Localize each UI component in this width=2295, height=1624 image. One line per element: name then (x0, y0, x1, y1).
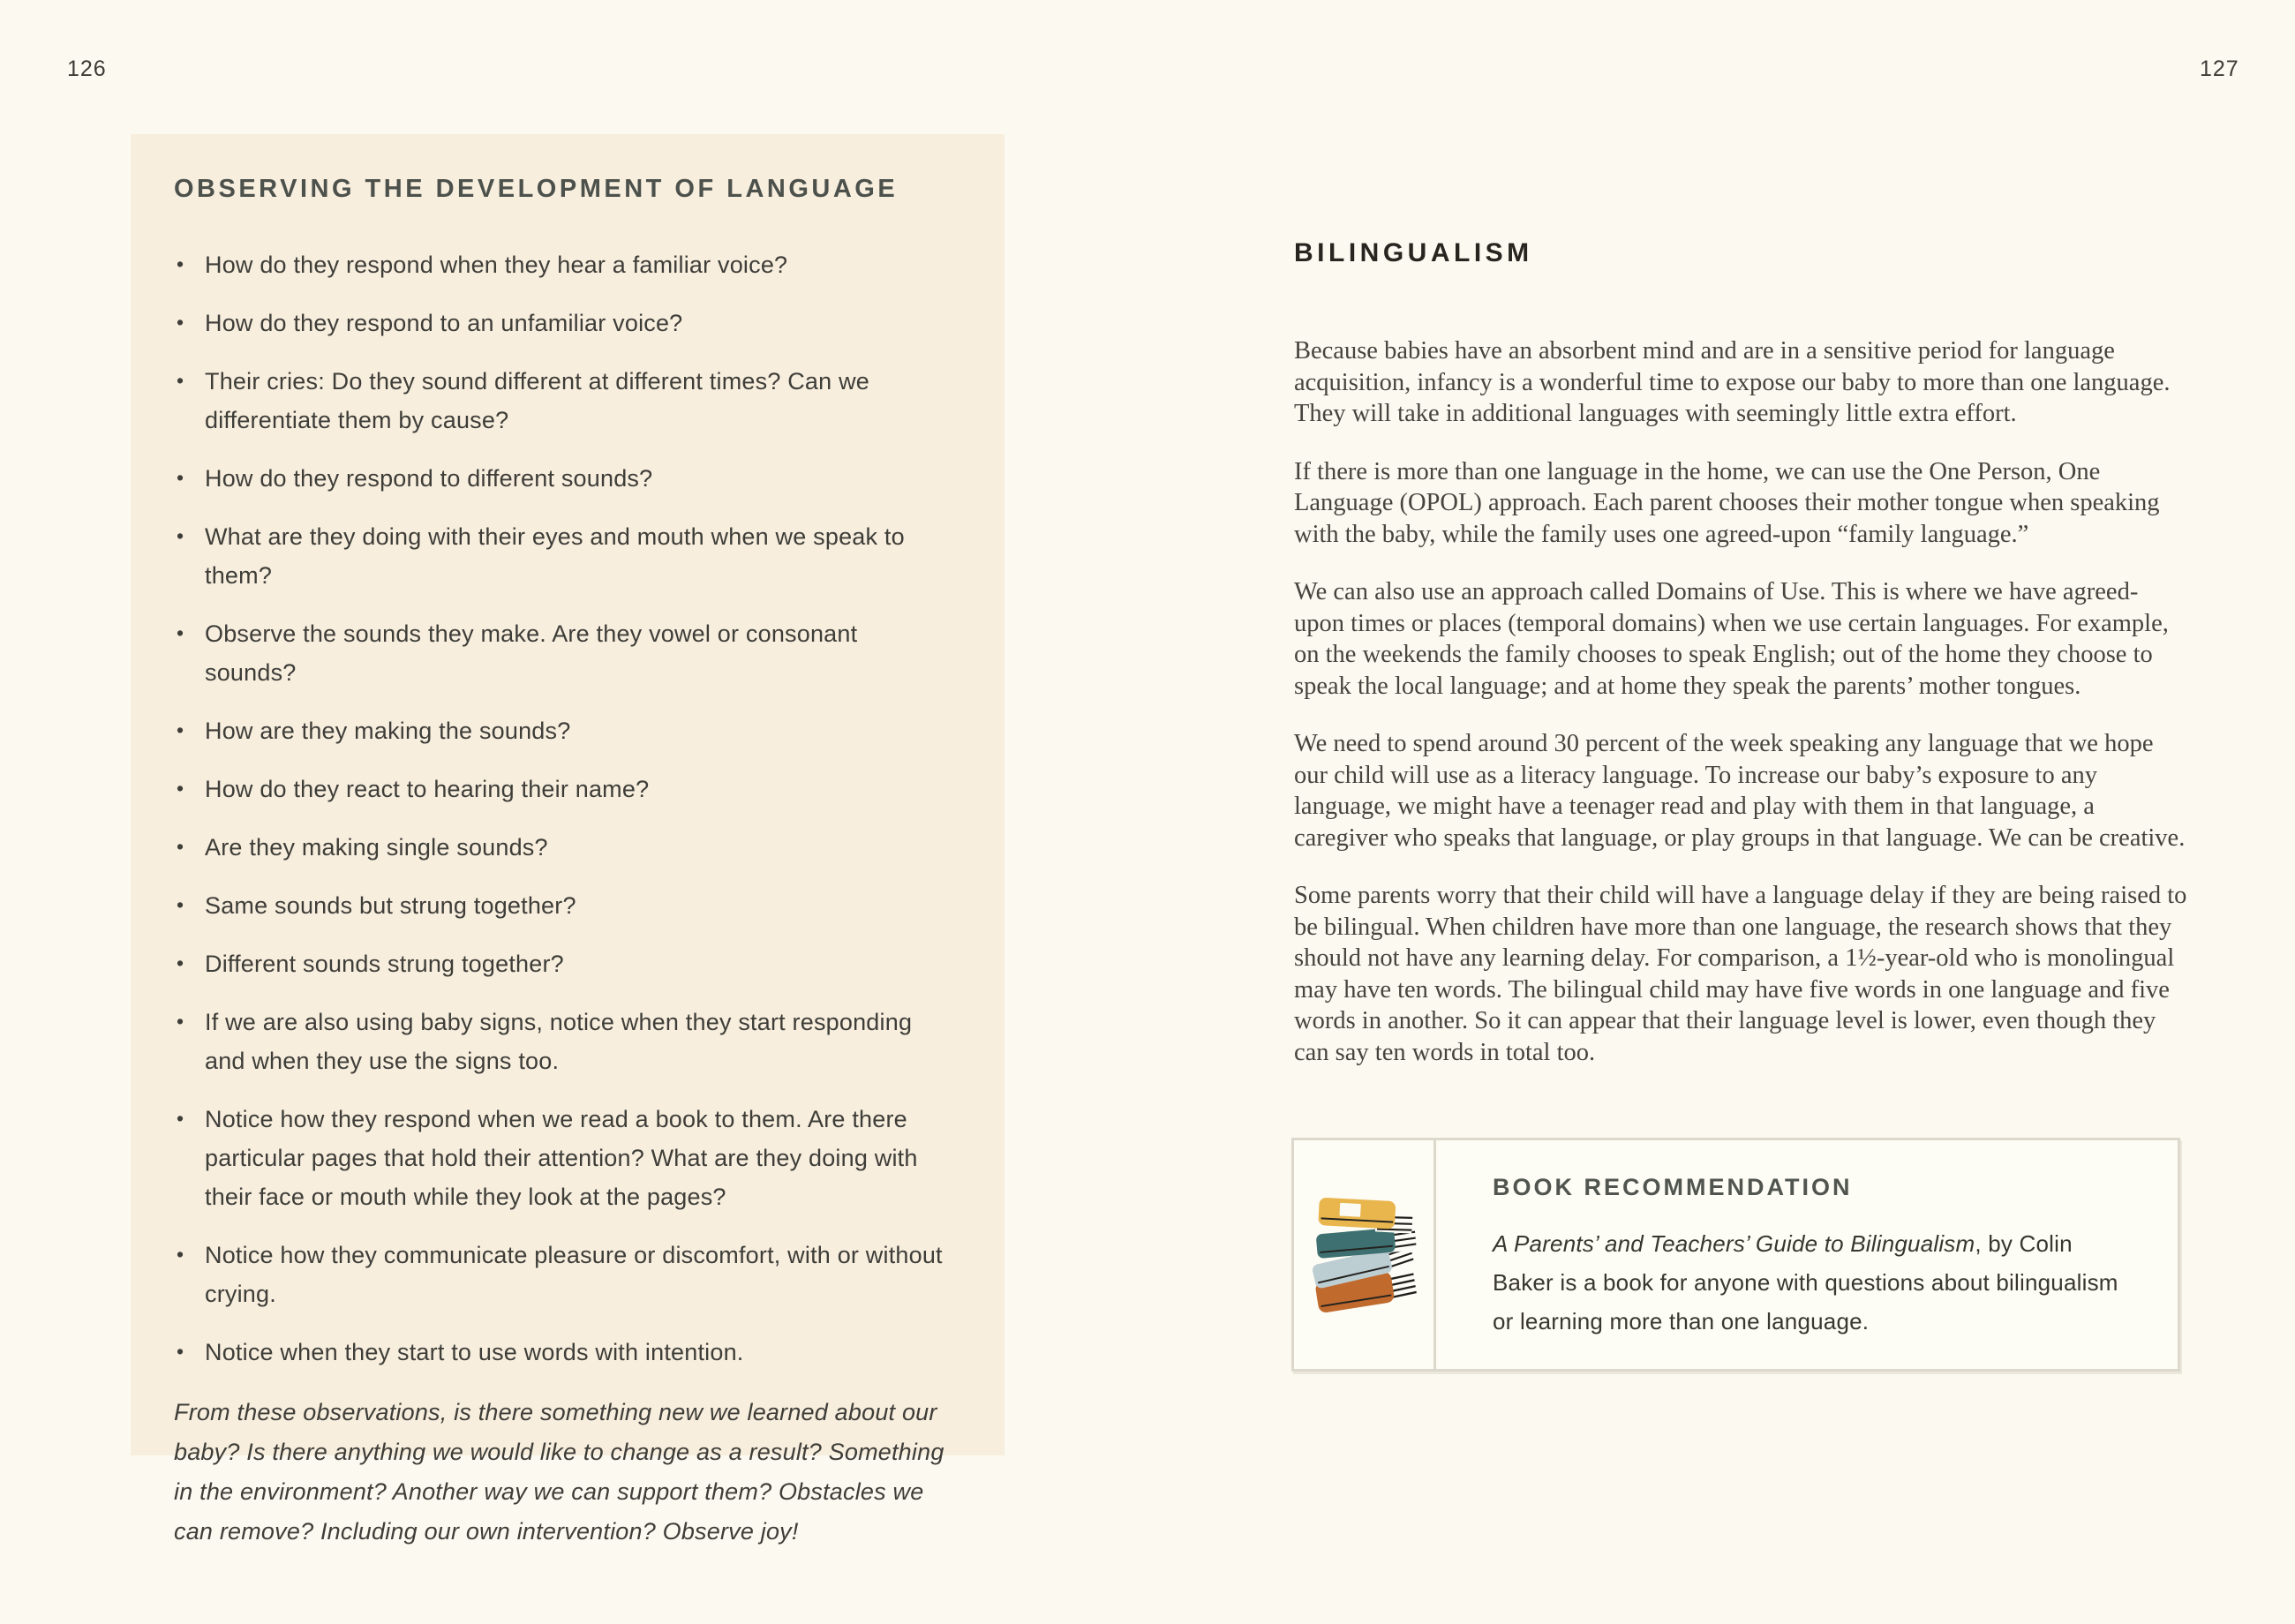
section-heading: BILINGUALISM (1294, 238, 1533, 267)
book-recommendation-box (1291, 1138, 2180, 1372)
observation-item: • Notice how they communicate pleasure or discomfort, with or without crying. (174, 1236, 955, 1313)
book-title: A Parents’ and Teachers’ Guide to Bilingualism (1493, 1230, 1975, 1257)
observation-item: • How do they respond to different sounds? (174, 459, 955, 498)
body-paragraph: We need to spend around 30 percent of the week speaking any language that we hope our child will use as a literacy language. To increase our baby’s exposure to any language, we might have a teenager read and play with them in that language, a caregiver who speaks that language, or play groups in that language. We can be creative. (1294, 730, 2186, 852)
observation-item: • Observe the sounds they make. Are they vowel or consonant sounds? (174, 614, 955, 692)
observation-item: • How do they react to hearing their name? (174, 770, 955, 808)
body-paragraph: If there is more than one language in the home, we can use the One Person, One Language (OPOL) approach. Each parent chooses their mother tongue when speaking with the baby, while the family uses one agreed-upon “family language.” (1294, 457, 2160, 548)
book-stack-icon (1306, 1196, 1421, 1314)
body-paragraph: We can also use an approach called Domains of Use. This is where we have agreed-upon times or places (temporal domains) when we use certain languages. For example, on the weekends the family chooses to speak English; out of the home they choose to speak the local language; and at home they speak the parents’ mother tongues. (1294, 578, 2169, 700)
observation-item: • How do they respond to an unfamiliar voice? (174, 304, 955, 342)
page-number-right: 127 (2200, 56, 2239, 81)
body-paragraph: Because babies have an absorbent mind and are in a sensitive period for language acquisition, infancy is a wonderful time to expose our baby to more than one language. They will take in additional languages with seemingly little extra effort. (1294, 337, 2171, 427)
observation-item: • What are they doing with their eyes and mouth when we speak to them? (174, 517, 955, 595)
observation-item: • How are they making the sounds? (174, 711, 955, 750)
book-recommendation-body (1436, 1140, 2172, 1369)
observation-item: • How do they respond when they hear a familiar voice? (174, 245, 955, 284)
observation-item: • Same sounds but strung together? (174, 886, 955, 925)
observation-list (174, 245, 955, 1372)
observation-item: • If we are also using baby signs, notice when they start responding and when they use the signs too. (174, 1003, 955, 1080)
book-recommendation-text (1493, 1224, 2137, 1341)
observation-item: • Notice how they respond when we read a book to them. Are there particular pages that hold their attention? What are they doing with their face or mouth while they look at the pages? (174, 1100, 955, 1216)
body-paragraph: Some parents worry that their child will have a language delay if they are being raised to be bilingual. When children have more than one language, the research shows that they should not have any learning delay. For comparison, a 1½-year-old who is monolingual may have ten words. The bilingual child may have five words in one language and five words in another. So it can appear that their language level is lower, even though they can say ten words in total too. (1294, 882, 2187, 1066)
panel-heading: OBSERVING THE DEVELOPMENT OF LANGUAGE (174, 175, 899, 203)
book-illustration-cell (1294, 1140, 1436, 1369)
book-recommendation-heading: BOOK RECOMMENDATION (1493, 1174, 1853, 1200)
observation-item: • Notice when they start to use words with intention. (174, 1333, 955, 1372)
observation-item: • Different sounds strung together? (174, 944, 955, 983)
book-recommendation-rest: , by Colin Baker is a book for anyone with questions about bilingualism or learning more than one language. (1493, 1230, 2118, 1335)
page-number-left: 126 (67, 56, 107, 81)
observation-panel (131, 134, 1005, 1545)
observation-item: • Are they making single sounds? (174, 828, 955, 867)
observation-item: • Their cries: Do they sound different at different times? Can we differentiate them by cause? (174, 362, 955, 440)
bilingualism-section (1294, 238, 2187, 1094)
observation-closing-note: From these observations, is there something new we learned about our baby? Is there anything we would like to change as a result? Something in the environment? Another way we can support them? Obstacles we can remove? Including our own intervention? Observe joy! (174, 1399, 944, 1545)
